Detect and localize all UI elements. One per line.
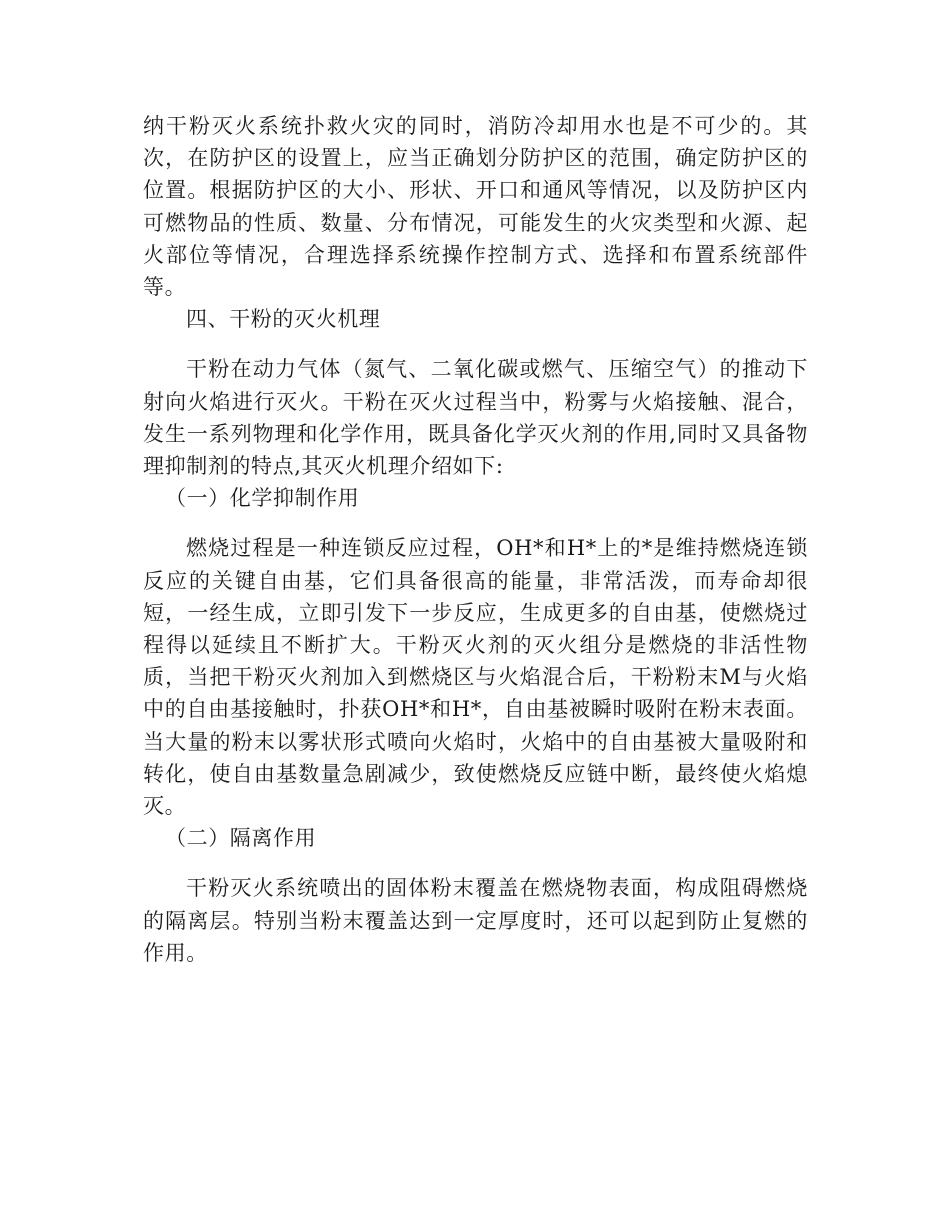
section-heading: 四、干粉的灭火机理: [186, 307, 381, 332]
subsection-body-chemical: 燃烧过程是一种连锁反应过程，OH*和H*上的*是维持燃烧连锁反应的关键自由基，它们具备很高的能量，非常活泼，而寿命却很短，一经生成，立即引发下一步反应，生成更多的自由基，使燃烧过程得以延续且不断扩大。干粉灭火剂的灭火组分是燃烧的非活性物质，当把干粉灭火剂加入到燃烧区与火焰混合后，干粉粉末M与火焰中的自由基接触时，扑获OH*和H*，自由基被瞬时吸附在粉末表面。当大量的粉末以雾状形式喷向火焰时，火焰中的自由基被大量吸附和转化，使自由基数量急剧减少，致使燃烧反应链中断，最终使火焰熄灭。: [143, 536, 808, 819]
paragraph-continued: 纳干粉灭火系统扑救火灾的同时，消防冷却用水也是不可少的。其次，在防护区的设置上，应当正确划分防护区的范围，确定防护区的位置。根据防护区的大小、形状、开口和通风等情况，以及防护区内可燃物品的性质、数量、分布情况，可能发生的火灾类型和火源、起火部位等情况，合理选择系统操作控制方式、选择和布置系统部件等。: [143, 114, 808, 300]
subsection-body-isolation: 干粉灭火系统喷出的固体粉末覆盖在燃烧物表面，构成阻碍燃烧的隔离层。特别当粉末覆盖达到一定厚度时，还可以起到防止复燃的作用。: [143, 876, 808, 965]
document-page: [143, 110, 808, 969]
subsection-heading-chemical: （一）化学抑制作用: [165, 486, 360, 511]
subsection-heading-isolation: （二）隔离作用: [165, 826, 317, 851]
section-intro-paragraph: 干粉在动力气体（氮气、二氧化碳或燃气、压缩空气）的推动下射向火焰进行灭火。干粉在灭火过程当中，粉雾与火焰接触、混合，发生一系列物理和化学作用，既具备化学灭火剂的作用,同时又具备物理抑制剂的特点,其灭火机理介绍如下:: [143, 357, 808, 479]
